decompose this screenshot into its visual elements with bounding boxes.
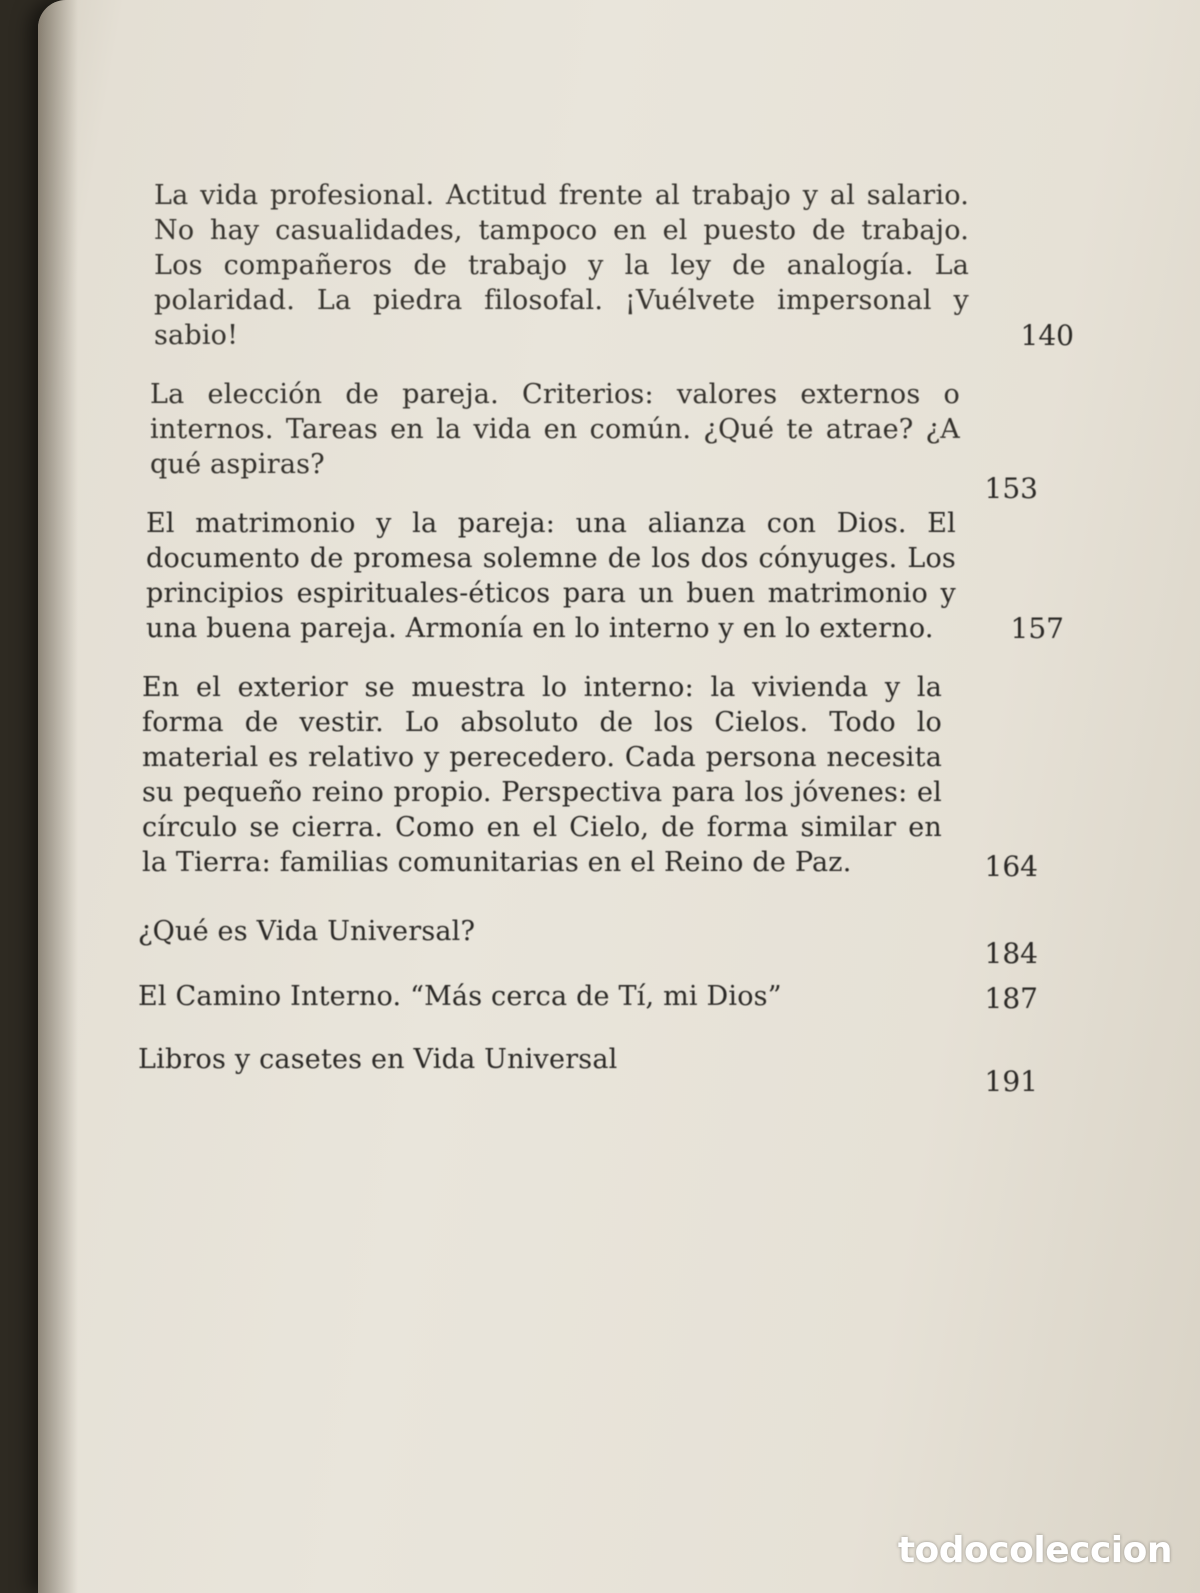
toc-entry-text: La elección de pareja. Criterios: valores externos o internos. Tareas en la vida en común. ¿Qué te atrae? ¿A qué aspiras? bbox=[150, 379, 960, 480]
toc-entry bbox=[138, 377, 1038, 505]
toc-entry-text: Libros y casetes en Vida Universal bbox=[138, 1044, 618, 1075]
toc-entry-text: El matrimonio y la pareja: una alianza con Dios. El documento de promesa solemne de los dos cónyuges. Los principios espirituales-éticos para un buen matrimonio y una buena pareja. Armonía en lo interno y en lo externo. bbox=[146, 508, 956, 644]
toc-entry-page: 157 bbox=[1010, 612, 1064, 645]
toc-entry bbox=[138, 1042, 1038, 1098]
site-watermark: todocoleccion bbox=[897, 1530, 1172, 1571]
toc-entry-text: ¿Qué es Vida Universal? bbox=[138, 916, 476, 947]
toc-entry bbox=[138, 914, 1038, 970]
toc-entry-text: El Camino Interno. “Más cerca de Tí, mi Dios” bbox=[138, 981, 782, 1012]
toc-entry bbox=[138, 670, 1038, 883]
toc-entry bbox=[138, 506, 1064, 646]
toc-entry-text: La vida profesional. Actitud frente al trabajo y al salario. No hay casualidades, tampoco en el puesto de trabajo. Los compañeros de trabajo y la ley de analogía. La polaridad. La piedra filosofal. ¡Vuélvete impersonal y sabio! bbox=[154, 180, 969, 351]
toc-entry-text: En el exterior se muestra lo interno: la vivienda y la forma de vestir. Lo absoluto de los Cielos. Todo lo material es relativo y perecedero. Cada persona necesita su pequeño reino propio. Perspectiva para los jóvenes: el círculo se cierra. Como en el Cielo, de forma similar en la Tierra: familias comunitarias en el Reino de Paz. bbox=[142, 672, 942, 878]
toc-entry-page: 184 bbox=[984, 937, 1038, 970]
table-of-contents bbox=[138, 178, 1074, 1101]
toc-entry bbox=[138, 979, 1038, 1014]
toc-entry-page: 164 bbox=[984, 850, 1038, 883]
toc-entry-page: 140 bbox=[1020, 319, 1074, 352]
toc-entry-page: 187 bbox=[984, 982, 1038, 1015]
toc-entry bbox=[138, 178, 1074, 353]
book-page bbox=[38, 0, 1200, 1593]
toc-entry-page: 153 bbox=[984, 472, 1038, 505]
toc-entry-page: 191 bbox=[984, 1065, 1038, 1098]
